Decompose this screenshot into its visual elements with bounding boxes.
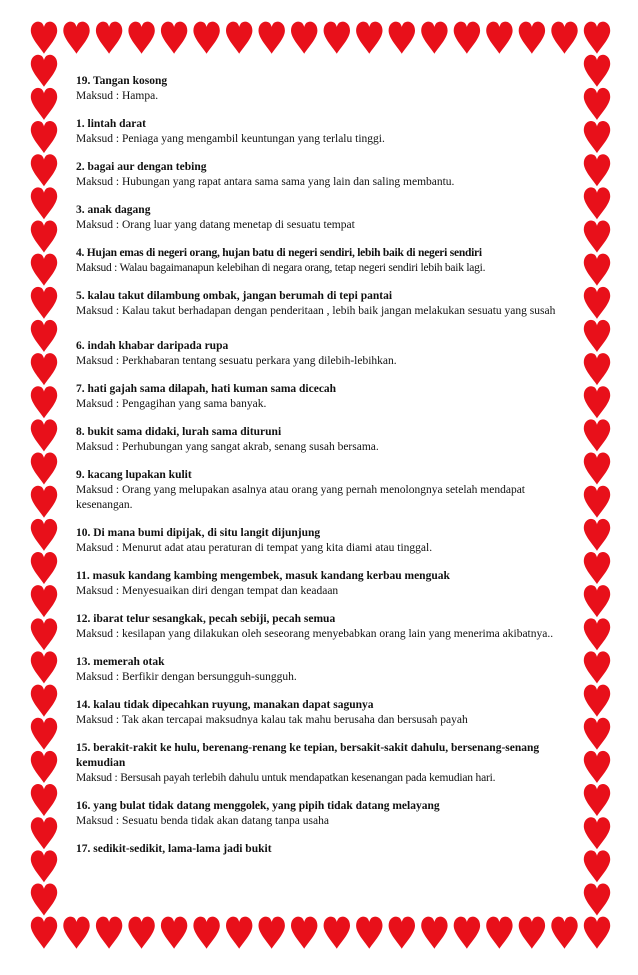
list-item (76, 799, 556, 829)
heart-icon (96, 917, 122, 949)
heart-icon (584, 884, 610, 916)
list-item (76, 117, 556, 147)
entry-meaning: Maksud : Perkhabaran tentang sesuatu perkara yang dilebih-lebihkan. (76, 355, 397, 367)
heart-icon (584, 254, 610, 286)
heart-icon (356, 917, 382, 949)
entry-title: 9. kacang lupakan kulit (76, 469, 192, 481)
entry-meaning: Maksud : Kalau takut berhadapan dengan penderitaan , lebih baik jangan melakukan sesuatu yang susah (76, 305, 556, 317)
heart-icon (421, 917, 447, 949)
entry-meaning: Maksud : Orang yang melupakan asalnya atau orang yang pernah menolongnya setelah mendapat kesenangan. (76, 484, 525, 511)
heart-icon (31, 254, 57, 286)
heart-icon (454, 22, 480, 54)
entry-title: 13. memerah otak (76, 656, 165, 668)
entry-title: 19. Tangan kosong (76, 75, 168, 87)
list-item (76, 698, 556, 728)
heart-icon (291, 917, 317, 949)
entry-title: 3. anak dagang (76, 204, 151, 216)
heart-icon (584, 552, 610, 584)
list-item (76, 655, 556, 685)
entry-title: 16. yang bulat tidak datang menggolek, yang pipih tidak datang melayang (76, 800, 440, 812)
entry-title: 12. ibarat telur sesangkak, pecah sebiji, pecah semua (76, 613, 336, 625)
heart-icon (584, 486, 610, 518)
heart-icon (584, 519, 610, 551)
entry-title: 1. lintah darat (76, 118, 146, 130)
heart-icon (31, 419, 57, 451)
heart-icon (584, 320, 610, 352)
heart-icon (31, 784, 57, 816)
list-item (76, 74, 556, 104)
heart-icon (584, 22, 610, 54)
heart-icon (193, 917, 219, 949)
heart-icon (486, 917, 512, 949)
list-item (76, 612, 556, 642)
entry-title: 14. kalau tidak dipecahkan ruyung, manakan dapat sagunya (76, 699, 374, 711)
peribahasa-list (76, 74, 556, 870)
list-item (76, 569, 556, 599)
heart-icon (31, 121, 57, 153)
heart-icon (128, 22, 154, 54)
heart-icon (584, 850, 610, 882)
list-item (76, 289, 556, 319)
heart-icon (226, 22, 252, 54)
heart-icon (193, 22, 219, 54)
heart-icon (389, 917, 415, 949)
entry-meaning: Maksud : Hubungan yang rapat antara sama sama yang lain dan saling membantu. (76, 176, 455, 188)
heart-icon (519, 22, 545, 54)
entry-meaning: Maksud : Berfikir dengan bersungguh-sungguh. (76, 671, 297, 683)
heart-icon (519, 917, 545, 949)
heart-icon (31, 453, 57, 485)
heart-icon (584, 419, 610, 451)
heart-icon (421, 22, 447, 54)
heart-icon (161, 917, 187, 949)
entry-title: 7. hati gajah sama dilapah, hati kuman sama dicecah (76, 383, 337, 395)
list-item (76, 160, 556, 190)
heart-icon (454, 917, 480, 949)
heart-icon (356, 22, 382, 54)
heart-icon (31, 519, 57, 551)
heart-icon (324, 917, 350, 949)
entry-meaning: Maksud : Peniaga yang mengambil keuntungan yang terlalu tinggi. (76, 133, 385, 145)
heart-icon (291, 22, 317, 54)
heart-icon (31, 320, 57, 352)
heart-icon (584, 917, 610, 949)
entry-title: 15. berakit-rakit ke hulu, berenang-renang ke tepian, bersakit-sakit dahulu, bersenang-senang kemudian (76, 742, 540, 769)
heart-icon (31, 817, 57, 849)
heart-icon (63, 917, 89, 949)
entry-meaning: Maksud : Menyesuaikan diri dengan tempat dan keadaan (76, 585, 339, 597)
list-item (76, 203, 556, 233)
heart-icon (31, 585, 57, 617)
heart-icon (584, 685, 610, 717)
heart-icon (31, 884, 57, 916)
heart-icon (389, 22, 415, 54)
heart-icon (31, 618, 57, 650)
list-item (76, 339, 556, 369)
heart-icon (31, 287, 57, 319)
heart-icon (584, 353, 610, 385)
list-item (76, 842, 556, 857)
heart-icon (551, 917, 577, 949)
heart-icon (584, 187, 610, 219)
list-item (76, 382, 556, 412)
heart-icon (31, 386, 57, 418)
heart-icon (31, 751, 57, 783)
entry-meaning: Maksud : Perhubungan yang sangat akrab, senang susah bersama. (76, 441, 379, 453)
heart-icon (486, 22, 512, 54)
entry-title: 10. Di mana bumi dipijak, di situ langit dijunjung (76, 527, 321, 539)
heart-icon (128, 917, 154, 949)
heart-icon (31, 850, 57, 882)
entry-meaning: Maksud : Orang luar yang datang menetap di sesuatu tempat (76, 219, 355, 231)
heart-icon (584, 386, 610, 418)
entry-meaning: Maksud : Bersusah payah terlebih dahulu untuk mendapatkan kesenangan pada kemudian hari. (76, 772, 496, 784)
heart-icon (584, 287, 610, 319)
list-item (76, 425, 556, 455)
heart-icon (31, 22, 57, 54)
heart-icon (584, 221, 610, 253)
list-item (76, 246, 556, 276)
heart-icon (584, 817, 610, 849)
entry-title: 11. masuk kandang kambing mengembek, masuk kandang kerbau menguak (76, 570, 450, 582)
list-item (76, 526, 556, 556)
heart-icon (31, 55, 57, 87)
entry-meaning: Maksud : Pengagihan yang sama banyak. (76, 398, 267, 410)
heart-icon (96, 22, 122, 54)
entry-title: 2. bagai aur dengan tebing (76, 161, 207, 173)
entry-title: 4. Hujan emas di negeri orang, hujan batu di negeri sendiri, lebih baik di negeri sendiri (76, 247, 482, 259)
heart-icon (584, 618, 610, 650)
heart-icon (31, 718, 57, 750)
heart-icon (31, 154, 57, 186)
heart-icon (584, 121, 610, 153)
heart-icon (584, 154, 610, 186)
entry-meaning: Maksud : Hampa. (76, 90, 159, 102)
heart-icon (31, 486, 57, 518)
heart-icon (584, 718, 610, 750)
heart-icon (584, 55, 610, 87)
heart-icon (31, 187, 57, 219)
heart-icon (31, 353, 57, 385)
entry-title: 17. sedikit-sedikit, lama-lama jadi bukit (76, 843, 272, 855)
heart-icon (584, 453, 610, 485)
heart-icon (226, 917, 252, 949)
heart-icon (584, 585, 610, 617)
heart-icon (31, 917, 57, 949)
entry-meaning: Maksud : kesilapan yang dilakukan oleh seseorang menyebabkan orang lain yang menerima akibatnya.. (76, 628, 554, 640)
heart-icon (31, 651, 57, 683)
entry-title: 6. indah khabar daripada rupa (76, 340, 229, 352)
list-item (76, 468, 556, 513)
entry-meaning: Maksud : Tak akan tercapai maksudnya kalau tak mahu berusaha dan bersusah payah (76, 714, 468, 726)
heart-icon (31, 552, 57, 584)
heart-icon (161, 22, 187, 54)
entry-meaning: Maksud : Menurut adat atau peraturan di tempat yang kita diami atau tinggal. (76, 542, 433, 554)
entry-meaning: Maksud : Walau bagaimanapun kelebihan di negara orang, tetap negeri sendiri lebih baik lagi. (76, 262, 486, 274)
entry-title: 5. kalau takut dilambung ombak, jangan berumah di tepi pantai (76, 290, 393, 302)
heart-icon (259, 917, 285, 949)
heart-icon (31, 221, 57, 253)
heart-icon (63, 22, 89, 54)
heart-icon (31, 88, 57, 120)
entry-title: 8. bukit sama didaki, lurah sama dituruni (76, 426, 282, 438)
heart-icon (259, 22, 285, 54)
heart-icon (584, 88, 610, 120)
heart-icon (31, 685, 57, 717)
heart-icon (584, 784, 610, 816)
heart-icon (551, 22, 577, 54)
heart-icon (584, 651, 610, 683)
list-item (76, 741, 556, 786)
entry-meaning: Maksud : Sesuatu benda tidak akan datang tanpa usaha (76, 815, 329, 827)
heart-icon (324, 22, 350, 54)
heart-icon (584, 751, 610, 783)
